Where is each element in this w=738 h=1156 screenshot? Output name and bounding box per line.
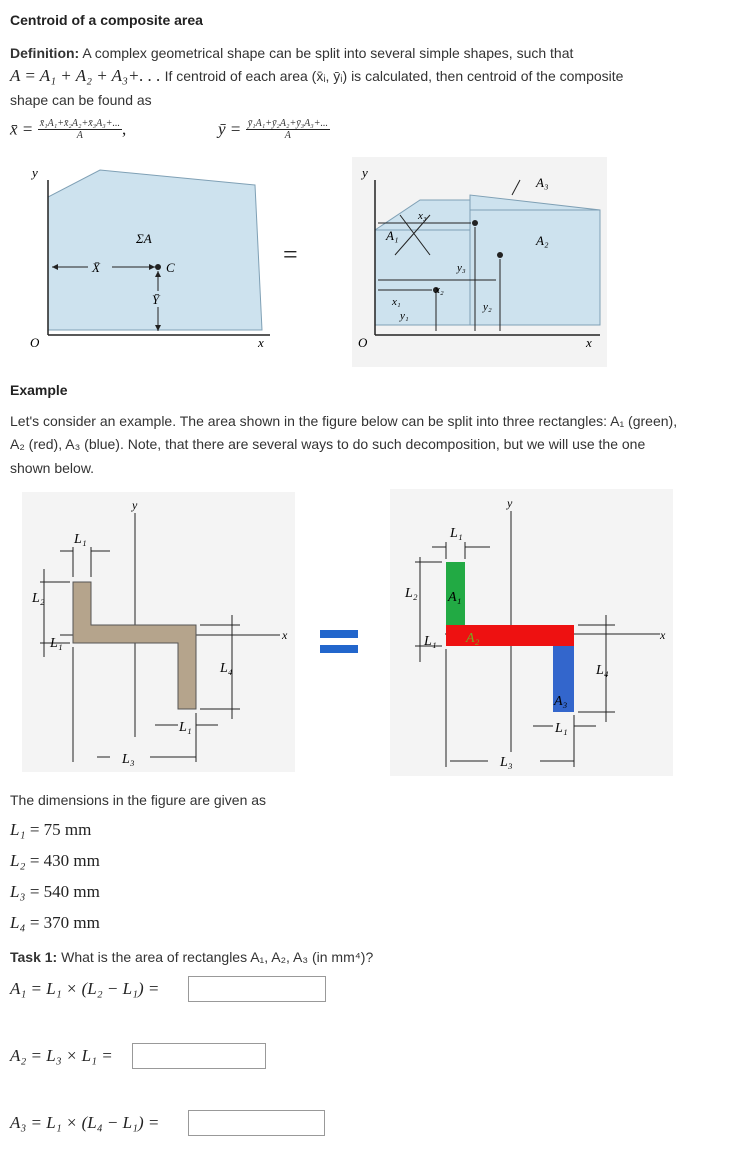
dim-value: = 540 mm bbox=[29, 882, 100, 901]
fig2-left-l1-top: L₁ bbox=[74, 532, 87, 547]
fig2-a2: A₂ bbox=[466, 631, 480, 646]
fig1-a2: A₂ bbox=[536, 233, 549, 248]
dim-name: L₄ bbox=[10, 913, 26, 932]
ybar-numerator: ȳ₁A₁+ȳ₂A₂+ȳ₃A₃+... bbox=[247, 118, 328, 129]
fig2-right-l1-side: L₁ bbox=[424, 634, 437, 649]
task-a3-row bbox=[10, 1113, 159, 1133]
xbar-numerator: x̄₁A₁+x̄₂A₂+x̄₃A₃+... bbox=[39, 118, 120, 129]
fig2-right-l1-bottom: L₁ bbox=[555, 721, 568, 736]
fig1-left-o: O bbox=[30, 335, 40, 350]
fig1-y3: y₃ bbox=[457, 262, 466, 274]
dim-row bbox=[10, 820, 100, 851]
example-text-2: A₂ (red), A₃ (blue). Note, that there are several ways to do such decomposition, but we will use the one bbox=[10, 436, 646, 452]
example-text-3: shown below. bbox=[10, 460, 95, 476]
definition-text-3: shape can be found as bbox=[10, 92, 152, 108]
dim-row bbox=[10, 851, 100, 882]
fig2-a3: A₃ bbox=[554, 694, 568, 709]
ybar-denominator: A bbox=[284, 130, 291, 141]
fig2-a1: A₁ bbox=[448, 590, 462, 605]
answer-a2-input[interactable] bbox=[132, 1043, 266, 1069]
definition-line-2 bbox=[10, 64, 735, 88]
centroid-figure bbox=[0, 155, 610, 370]
fig1-ybar: Ȳ bbox=[152, 292, 160, 307]
xbar-label: x̄ = bbox=[10, 119, 34, 139]
fig2-right-l3: L₃ bbox=[500, 755, 513, 770]
fig1-a3: A₃ bbox=[536, 175, 549, 190]
ybar-fraction bbox=[246, 118, 330, 141]
fig2-right-x: x bbox=[660, 628, 666, 642]
fig2-right-l1-top: L₁ bbox=[450, 526, 463, 541]
definition-label: Definition: bbox=[10, 45, 80, 61]
fig1-x2: x₂ bbox=[435, 284, 444, 296]
fig2-left-l1-side: L₁ bbox=[50, 636, 63, 651]
formula-a3: A₃ = L₁ × (L₄ − L₁) = bbox=[10, 1113, 160, 1132]
dim-name: L₂ bbox=[10, 851, 26, 870]
dim-value: = 430 mm bbox=[29, 851, 100, 870]
fig1-y2: y₂ bbox=[483, 301, 492, 313]
ybar-formula bbox=[218, 118, 330, 141]
fig1-c: C bbox=[166, 260, 175, 275]
fig1-x3: x₃ bbox=[418, 210, 427, 222]
dim-row bbox=[10, 913, 100, 944]
fig2-left-x: x bbox=[282, 628, 288, 642]
fig1-xbar: X̄ bbox=[92, 260, 100, 275]
fig1-left-y: y bbox=[32, 165, 38, 180]
fig2-right-l4: L₄ bbox=[596, 663, 609, 678]
example-text-1: Let's consider an example. The area shown in the figure below can be split into three rectangles: A₁ (green), bbox=[10, 413, 678, 429]
formula-a2: A₂ = L₃ × L₁ = bbox=[10, 1046, 113, 1065]
fig1-sum-a: ΣA bbox=[136, 231, 152, 246]
fig1-y1: y₁ bbox=[400, 310, 409, 322]
xbar-fraction bbox=[38, 118, 122, 141]
task-label: Task 1: bbox=[10, 949, 58, 965]
dim-value: = 370 mm bbox=[29, 913, 100, 932]
fig2-equals-top bbox=[320, 630, 358, 638]
fig1-x1: x₁ bbox=[392, 296, 401, 308]
fig2-right-l2: L₂ bbox=[405, 586, 418, 601]
fig2-left-l4: L₄ bbox=[220, 661, 233, 676]
definition-text-2: If centroid of each area (x̄ᵢ, ȳᵢ) is calculated, then centroid of the composite bbox=[164, 68, 624, 84]
fig2-left-y: y bbox=[132, 498, 138, 512]
answer-a1-input[interactable] bbox=[188, 976, 326, 1002]
fig1-equals: = bbox=[283, 240, 298, 269]
fig1-right-y: y bbox=[362, 165, 368, 180]
fig2-equals-bottom bbox=[320, 645, 358, 653]
dim-row bbox=[10, 882, 100, 913]
fig1-right-o: O bbox=[358, 335, 368, 350]
dims-intro: The dimensions in the figure are given as bbox=[10, 792, 267, 808]
task-text: What is the area of rectangles A₁, A₂, A₃ (in mm⁴)? bbox=[61, 949, 374, 965]
fig1-left-x: x bbox=[258, 335, 264, 350]
example-heading: Example bbox=[10, 382, 68, 398]
dim-value: = 75 mm bbox=[29, 820, 92, 839]
fig2-right-y: y bbox=[507, 496, 513, 510]
definition-text-1: A complex geometrical shape can be split into several simple shapes, such that bbox=[82, 45, 574, 61]
fig1-right-x: x bbox=[586, 335, 592, 350]
dim-name: L₃ bbox=[10, 882, 26, 901]
task-a2-row bbox=[10, 1046, 113, 1066]
centroid-point bbox=[155, 264, 161, 270]
example-figure bbox=[0, 487, 680, 777]
xbar-formula: x̄ = $\frac{\text{x̄₁A₁+x̄₂A₂+x̄₃A₃+...}}{A}$ , bbox=[10, 118, 127, 141]
page-title: Centroid of a composite area bbox=[10, 12, 203, 28]
dims-list bbox=[10, 820, 100, 944]
fig2-left-l3: L₃ bbox=[122, 752, 135, 767]
fig2-left-l1-bottom: L₁ bbox=[179, 720, 192, 735]
formula-a1: A₁ = L₁ × (L₂ − L₁) = bbox=[10, 979, 160, 998]
fig2-left-l2: L₂ bbox=[32, 591, 45, 606]
answer-a3-input[interactable] bbox=[188, 1110, 325, 1136]
definition-equation: A = A₁ + A₂ + A₃+. . . bbox=[10, 66, 161, 85]
definition-line-1 bbox=[10, 41, 730, 65]
task-a1-row bbox=[10, 979, 159, 999]
ybar-label: ȳ = bbox=[218, 119, 242, 139]
dim-name: L₁ bbox=[10, 820, 26, 839]
task-1 bbox=[10, 945, 373, 969]
xbar-denominator: A bbox=[76, 130, 83, 141]
fig1-a1: A₁ bbox=[386, 228, 399, 243]
